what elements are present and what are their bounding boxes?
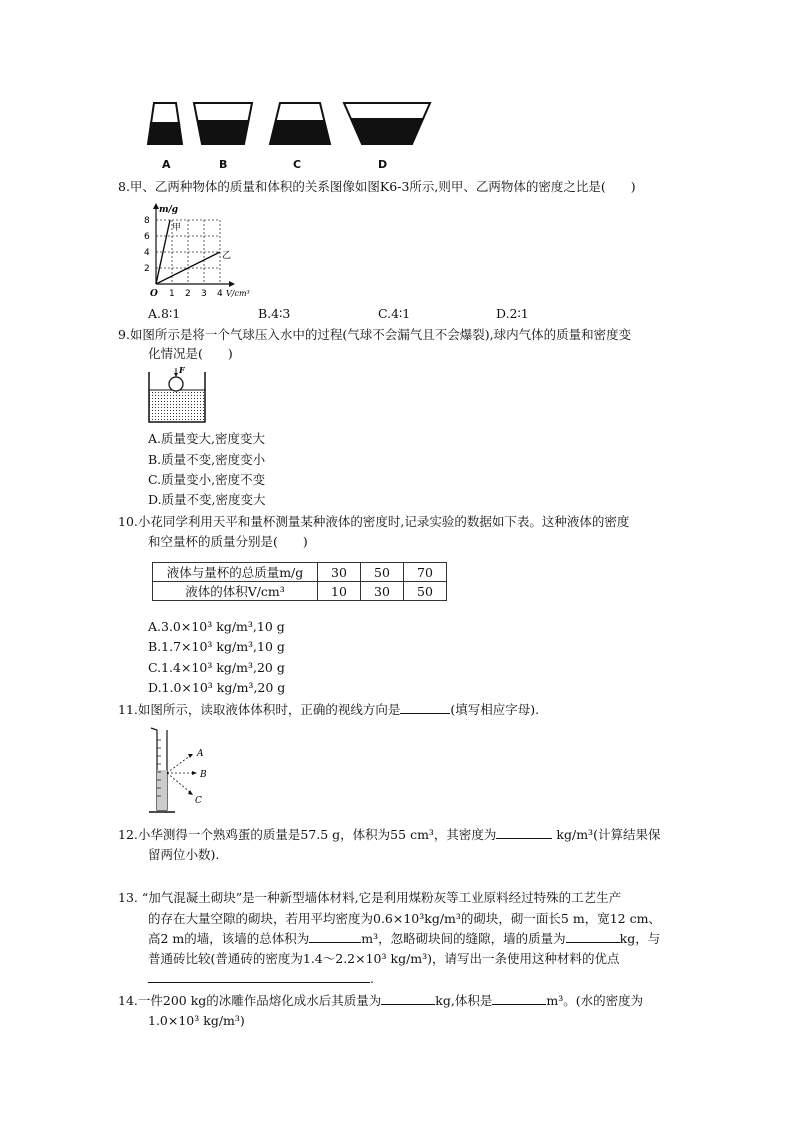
q12-line-1: 12.小华测得一个熟鸡蛋的质量是57.5 g，体积为55 cm³，其密度为 kg/m³(计算结果保: [118, 827, 661, 842]
svg-text:6: 6: [144, 232, 150, 242]
svg-text:3: 3: [201, 289, 207, 299]
q11-blank[interactable]: [400, 701, 450, 714]
q10-option-d: D.1.0×10³ kg/m³,20 g: [148, 680, 286, 695]
container-label-c: C: [293, 158, 302, 171]
container-label-a: A: [162, 158, 171, 171]
q10-option-b: B.1.7×10³ kg/m³,10 g: [148, 639, 285, 654]
q8-option-b: B.4∶3: [258, 306, 291, 321]
q8-option-d: D.2∶1: [496, 306, 529, 321]
table-row: 液体与量杯的总质量m/g 30 50 70: [153, 563, 447, 582]
graph-xlabel: V/cm³: [226, 289, 250, 298]
container-d: [344, 103, 430, 144]
q10-option-c: C.1.4×10³ kg/m³,20 g: [148, 660, 285, 675]
svg-text:8: 8: [144, 216, 150, 226]
svg-text:2: 2: [144, 264, 150, 274]
svg-text:4: 4: [217, 289, 223, 299]
mass-volume-graph: [142, 200, 262, 302]
q9-option-c: C.质量变小,密度不变: [148, 472, 266, 487]
svg-text:A: A: [197, 749, 204, 759]
q9-option-d: D.质量不变,密度变大: [148, 492, 266, 507]
q13-line-3: 高2 m的墙，该墙的总体积为 m³，忽略砌块间的缝隙，墙的质量为 kg，与: [148, 931, 661, 946]
q10-stem-2: 和空量杯的质量分别是( ): [148, 534, 308, 549]
svg-text:B: B: [200, 770, 207, 780]
container-label-b: B: [219, 158, 228, 171]
q9-option-a: A.质量变大,密度变大: [148, 431, 265, 446]
q13-blank-volume[interactable]: [309, 930, 361, 943]
line-jia: [156, 220, 170, 284]
container-b: [194, 103, 252, 144]
q13-blank-mass[interactable]: [566, 930, 620, 943]
container-a: [148, 103, 182, 144]
q9-stem-1: 9.如图所示是将一个气球压入水中的过程(气球不会漏气且不会爆裂),球内气体的质量和密度变: [118, 327, 632, 342]
table-row: 液体的体积V/cm³ 10 30 50: [153, 582, 447, 601]
q13-line-2: 的存在大量空隙的砌块，若用平均密度为0.6×10³kg/m³的砌块，砌一面长5 m，宽12 cm、: [148, 911, 661, 926]
containers-figure: [140, 98, 440, 176]
q13-line-1: 13. “加气混凝土砌块”是一种新型墙体材料,它是利用煤粉灰等工业原料经过特殊的工艺生产: [118, 890, 622, 905]
label-yi: 乙: [222, 251, 232, 261]
svg-text:2: 2: [185, 289, 191, 299]
svg-text:C: C: [195, 796, 202, 806]
q13-blank-advantage[interactable]: [148, 970, 370, 983]
q11-stem: 11.如图所示，读取液体体积时，正确的视线方向是 (填写相应字母).: [118, 702, 540, 717]
label-jia: 甲: [172, 223, 182, 233]
svg-text:4: 4: [144, 248, 150, 258]
container-c: [270, 103, 330, 144]
q14-blank-mass[interactable]: [381, 992, 435, 1005]
q10-option-a: A.3.0×10³ kg/m³,10 g: [148, 619, 285, 634]
svg-text:1: 1: [169, 289, 175, 299]
q14-line-2: 1.0×10³ kg/m³): [148, 1013, 245, 1028]
q10-data-table: [152, 562, 447, 601]
q14-line-1: 14.一件200 kg的冰雕作品熔化成水后其质量为 kg,体积是 m³。(水的密度为: [118, 993, 644, 1008]
q12-line-2: 留两位小数).: [148, 847, 220, 862]
balloon-figure: [145, 364, 211, 426]
q9-option-b: B.质量不变,密度变小: [148, 452, 266, 467]
q8-option-c: C.4∶1: [378, 306, 411, 321]
q8-option-a: A.8∶1: [148, 306, 181, 321]
q13-line-5: .: [148, 970, 374, 988]
q8-stem: 8.甲、乙两种物体的质量和体积的关系图像如图K6-3所示,则甲、乙两物体的密度之比是( ): [118, 179, 636, 194]
cylinder-figure: [145, 726, 215, 814]
q10-stem-1: 10.小花同学利用天平和量杯测量某种液体的密度时,记录实验的数据如下表。这种液体的密度: [118, 514, 630, 529]
container-label-d: D: [378, 158, 388, 171]
graph-ylabel: m/g: [159, 205, 179, 215]
svg-text:O: O: [150, 289, 158, 299]
q14-blank-volume[interactable]: [492, 992, 546, 1005]
q9-stem-2: 化情况是( ): [148, 346, 233, 361]
svg-text:F: F: [179, 365, 185, 375]
q13-line-4: 普通砖比较(普通砖的密度为1.4～2.2×10³ kg/m³)，请写出一条使用这种材料的优点: [148, 951, 620, 966]
q12-blank[interactable]: [496, 826, 552, 839]
